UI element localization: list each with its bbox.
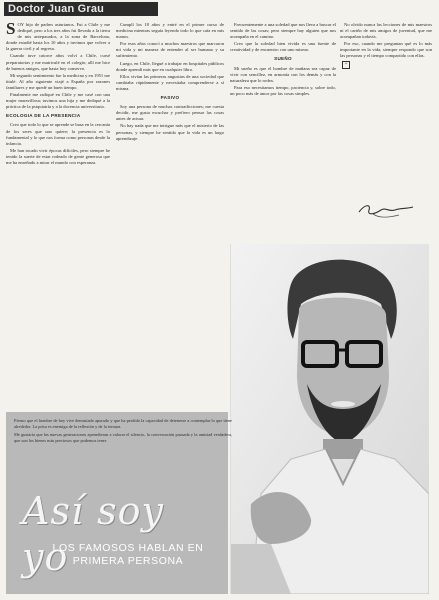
drop-cap: S (6, 22, 16, 38)
paragraph: Finalmente me radiqué en Chile y me casé con una mujer maravillosa; tuvimos una hija y me dediqué a la práctica de la psiquiatría y a la docencia universitaria. (6, 92, 110, 110)
paragraph: Por eso, cuando me preguntan qué es lo más importante en la vida, siempre respondo que son las personas y el tiempo compartido con ellas. (340, 41, 432, 59)
series-title-logo: Así soy yo (22, 489, 165, 579)
intro-paragraph: OY hijo de padres asturianos. Fui a Chile y me dediqué, pero a los tres años fui llevado a la tierra de mis antepasados, a la zona de Barcelona, donde estudié hasta los 10 años y tuvimos que volver a la guerra civil y al regreso. (6, 22, 110, 52)
author-header: Doctor Juan Grau (4, 2, 158, 16)
portrait-illustration (231, 244, 429, 594)
paragraph: Mi segundo sentimiento fue la medicina y en 1951 me titulé. Al año siguiente viajé a España por razones familiares y me quedé un buen tiempo. (6, 72, 110, 90)
paragraph: Por esos años conocí a muchos maestros que marcaron mi vida y mi manera de entender al ser humano y su sufrimiento. (116, 41, 224, 59)
paragraph: Cumplí los 18 años y entré en el primer curso de medicina mientras seguía leyendo todo lo que caía en mis manos. (116, 22, 224, 40)
paragraph: Soy una persona de muchas contradicciones; me cuesta decidir, me gusta escuchar y prefiero pensar las cosas antes de actuar. (116, 104, 224, 122)
handwritten-signature (355, 198, 417, 222)
article-column-1 (6, 22, 110, 408)
paragraph: Me han tocado vivir épocas difíciles, pero siempre he tenido la suerte de estar rodeado de gente generosa que me ha enseñado a mirar el mundo con esperanza. (6, 147, 110, 165)
subheading-sueno: SUEÑO (274, 56, 292, 62)
series-subtitle-line-2: PRIMERA PERSONA (72, 555, 184, 567)
portrait-photo (230, 244, 429, 594)
paragraph: Para eso necesitamos tiempo, paciencia y, sobre todo, un poco más de amor por las cosas simples. (230, 84, 336, 96)
paragraph: No hay nada que me intrigue más que el misterio de las personas, y siempre he sentido que la vida es un largo aprendizaje. (116, 123, 224, 141)
paragraph: Luego, en Chile, llegué a trabajar en hospitales públicos donde aprendí más que en cualquier libro. (116, 60, 224, 72)
series-subtitle (28, 542, 228, 568)
paragraph: No olvido nunca las lecciones de mis maestros ni el cariño de mis amigos de juventud, que me acompañan todavía. (340, 22, 432, 40)
paragraph: Mi sueño es que el hombre de mañana sea capaz de vivir con sencillez, en armonía con los demás y con la naturaleza que lo rodea. (230, 65, 336, 83)
paragraph: Pienso que el hombre de hoy vive demasiado apurado y que ha perdido la capacidad de detenerse a contemplar lo que tiene alrededor. La prisa es enemiga de la reflexión y de la ternura. (14, 418, 232, 429)
end-of-article-mark: + (342, 61, 350, 69)
article-column-2 (116, 22, 224, 408)
article-column-4 (340, 22, 432, 142)
subheading-ecologia: ECOLOGIA DE LA PRESENCIA (6, 113, 81, 119)
paragraph: Creo que todo lo que se aprende se basa en la cercanía de los seres que uno quiere; la presencia es lo fundamental y lo que nos forma como personas desde la infancia. (6, 122, 110, 146)
paragraph: Creo que la soledad bien vivida es una fuente de creatividad y de encuentro con uno mismo. (230, 41, 336, 53)
paragraph: Cuando tuve catorce años volví a Chile, cursé preparatorias y me matriculé en el colegio; allí me hice de buenos amigos, que hasta hoy conservo. (6, 53, 110, 71)
series-subtitle-line-1: LOS FAMOSOS HABLAN EN (52, 542, 204, 554)
article-column-3 (230, 22, 336, 240)
paragraph: Me gustaría que las nuevas generaciones aprendieran a valorar el silencio, la conversación pausada y la amistad verdadera, que son los bienes más preciosos que podemos tener. (14, 432, 232, 443)
paragraph: Ellos vivían las primeras angustias de una sociedad que cambiaba rápidamente y necesitaba comprenderse a sí misma. (116, 73, 224, 91)
subheading-pasivo: PASIVO (160, 95, 180, 101)
paragraph: Frecuentemente a una soledad que nos lleva a buscar el sentido de las cosas; pero siempre hay alguien que nos acompaña en el camino. (230, 22, 336, 40)
